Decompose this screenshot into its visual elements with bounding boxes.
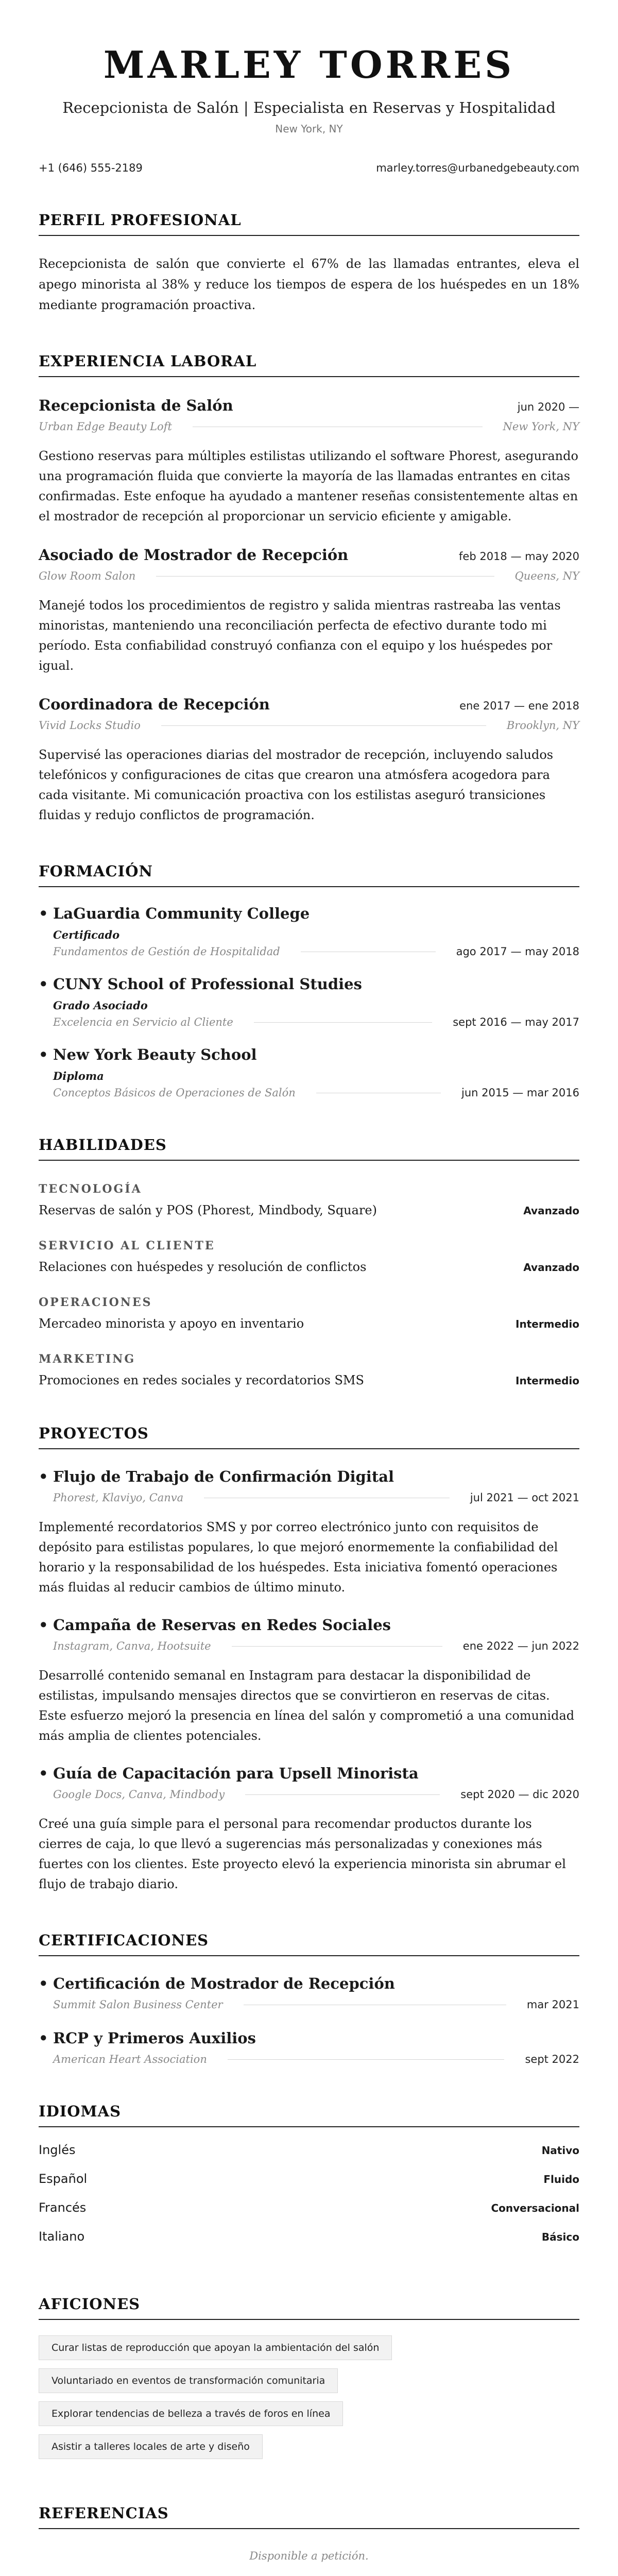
project-description: Desarrollé contenido semanal en Instagram para destacar la disponibilidad de estilistas, impulsando mensajes directos que se convirtieron en reservas de citas. Este esfuerzo mejoró la presencia en línea del salón y comprometió a una comunidad más amplia de clientes potenciales.: [39, 1668, 575, 1743]
education-entry: [39, 1046, 579, 1099]
job-description: Gestiono reservas para múltiples estilistas utilizando el software Phorest, asegurando una programación fluida que convierte la mayoría de las llamadas entrantes en citas confirmadas. Este enfoque ha ayudado a mantener reseñas consistentemente altas en el mostrador de recepción al proporcionar un servicio eficiente y amigable.: [39, 449, 578, 523]
leader-line: [245, 1794, 440, 1795]
language-level: Básico: [541, 2231, 579, 2243]
skill-category: OPERACIONES: [39, 1296, 152, 1309]
job-location: Brooklyn, NY: [506, 719, 579, 732]
job-date: ene 2017 — ene 2018: [459, 700, 579, 712]
project-entry: [39, 1765, 579, 1894]
hobby-tag: Explorar tendencias de belleza a través de foros en línea: [39, 2401, 343, 2426]
certification-title: • RCP y Primeros Auxilios: [39, 2029, 579, 2047]
project-tools: Phorest, Klaviyo, Canva: [53, 1492, 184, 1504]
hobby-tag: Voluntariado en eventos de transformación comunitaria: [39, 2368, 338, 2393]
skill-group: [39, 1182, 579, 1217]
section-title: PERFIL PROFESIONAL: [39, 211, 579, 236]
skill-name: Relaciones con huéspedes y resolución de conflictos: [39, 1260, 367, 1274]
job-title: Recepcionista de Salón: [39, 397, 233, 414]
headline: Recepcionista de Salón | Especialista en Reservas y Hospitalidad: [62, 99, 556, 116]
project-date: ene 2022 — jun 2022: [462, 1640, 579, 1652]
language-name: Italiano: [39, 2229, 85, 2244]
hobby-tag: Asistir a talleres locales de arte y diseño: [39, 2434, 263, 2459]
field-of-study: Fundamentos de Gestión de Hospitalidad: [53, 945, 280, 958]
degree: Diploma: [53, 1070, 104, 1082]
hobbies-section: [39, 2295, 579, 2467]
certification-entry: [39, 1975, 579, 2011]
leader-line: [161, 725, 486, 726]
skill-name: Promociones en redes sociales y recordatorios SMS: [39, 1373, 364, 1387]
certification-issuer: American Heart Association: [53, 2053, 207, 2065]
project-title: • Guía de Capacitación para Upsell Minorista: [39, 1765, 579, 1782]
project-tools: Instagram, Canva, Hootsuite: [53, 1640, 211, 1652]
education-date: jun 2015 — mar 2016: [461, 1087, 579, 1099]
project-title: • Flujo de Trabajo de Confirmación Digital: [39, 1468, 579, 1485]
job-entry: [39, 696, 579, 825]
skill-category: SERVICIO AL CLIENTE: [39, 1239, 215, 1252]
skills-section: [39, 1136, 579, 1387]
language-level: Fluido: [543, 2173, 579, 2185]
phone: +1 (646) 555-2189: [39, 162, 143, 174]
language-name: Español: [39, 2172, 88, 2186]
school-name: • New York Beauty School: [39, 1046, 579, 1063]
project-entry: [39, 1468, 579, 1598]
project-description: Creé una guía simple para el personal para recomendar productos durante los cierres de caja, lo que llevó a sugerencias más personalizadas y conexiones más fuertes con los clientes. Este proyecto elevó la experiencia minorista sin abrumar el flujo de trabajo diario.: [39, 1817, 566, 1891]
candidate-name: MARLEY TORRES: [103, 43, 515, 87]
references-section: [39, 2504, 579, 2562]
job-date: jun 2020 —: [517, 401, 579, 413]
certifications-section: [39, 1931, 579, 2065]
project-title: • Campaña de Reservas en Redes Sociales: [39, 1616, 579, 1634]
skill-level: Avanzado: [523, 1261, 579, 1274]
education-entry: [39, 905, 579, 958]
leader-line: [254, 1022, 432, 1023]
experience-section: [39, 352, 579, 825]
location: New York, NY: [275, 123, 343, 135]
references-note: Disponible a petición.: [249, 2550, 369, 2562]
projects-section: [39, 1425, 579, 1894]
section-title: EXPERIENCIA LABORAL: [39, 352, 579, 377]
language-level: Conversacional: [491, 2202, 579, 2214]
skill-group: [39, 1352, 579, 1387]
skill-category: TECNOLOGÍA: [39, 1182, 142, 1196]
language-row: [39, 2143, 579, 2172]
education-section: [39, 862, 579, 1099]
skill-group: [39, 1239, 579, 1274]
section-title: HABILIDADES: [39, 1136, 579, 1161]
education-date: ago 2017 — may 2018: [456, 945, 579, 958]
certification-issuer: Summit Salon Business Center: [53, 1998, 223, 2011]
degree: Grado Asociado: [53, 999, 148, 1012]
contact-row: [39, 162, 579, 174]
certification-date: sept 2022: [525, 2053, 579, 2065]
project-date: sept 2020 — dic 2020: [460, 1788, 579, 1801]
language-row: [39, 2172, 579, 2200]
profile-summary: Recepcionista de salón que convierte el 67% de las llamadas entrantes, eleva el apego minorista al 38% y reduce los tiempos de espera de los huéspedes en un 18% mediante programación proactiva.: [39, 257, 579, 312]
hobby-list: [39, 2335, 579, 2467]
job-location: Queens, NY: [514, 570, 579, 582]
email-link[interactable]: marley.torres@urbanedgebeauty.com: [376, 162, 579, 174]
job-title: Coordinadora de Recepción: [39, 696, 270, 713]
certification-title: • Certificación de Mostrador de Recepción: [39, 1975, 579, 1992]
project-description: Implementé recordatorios SMS y por correo electrónico junto con requisitos de depósito para estilistas populares, lo que mejoró enormemente la confiabilidad del horario y la responsabilidad de los huéspedes. Esta iniciativa fomentó operaciones más fluidas al reducir cambios de último minuto.: [39, 1520, 558, 1595]
leader-line: [228, 2059, 505, 2060]
job-location: New York, NY: [503, 420, 579, 433]
certification-date: mar 2021: [526, 1998, 579, 2011]
school-name: • LaGuardia Community College: [39, 905, 579, 922]
job-entry: [39, 397, 579, 527]
skill-group: [39, 1296, 579, 1331]
job-description: Supervisé las operaciones diarias del mostrador de recepción, incluyendo saludos telefónicos y configuraciones de citas que crearon una atmósfera acogedora para cada visitante. Mi comunicación proactiva con los estilistas aseguró transiciones fluidas y redujo conflictos de programación.: [39, 748, 554, 822]
field-of-study: Excelencia en Servicio al Cliente: [53, 1016, 233, 1028]
language-name: Inglés: [39, 2143, 76, 2157]
language-row: [39, 2200, 579, 2229]
section-title: PROYECTOS: [39, 1425, 579, 1449]
section-title: AFICIONES: [39, 2295, 579, 2320]
languages-section: [39, 2103, 579, 2258]
leader-line: [232, 1646, 442, 1647]
education-entry: [39, 975, 579, 1028]
section-title: REFERENCIAS: [39, 2504, 579, 2529]
project-tools: Google Docs, Canva, Mindbody: [53, 1788, 225, 1801]
language-level: Nativo: [541, 2144, 579, 2157]
company: Urban Edge Beauty Loft: [39, 420, 172, 433]
section-title: IDIOMAS: [39, 2103, 579, 2127]
language-row: [39, 2229, 579, 2258]
education-date: sept 2016 — may 2017: [453, 1016, 579, 1028]
project-entry: [39, 1616, 579, 1746]
skill-level: Intermedio: [516, 1318, 579, 1330]
job-description: Manejé todos los procedimientos de registro y salida mientras rastreaba las ventas minoristas, manteniendo una reconciliación perfecta de efectivo durante todo mi período. Esta confiabilidad construyó confianza con el equipo y los huéspedes por igual.: [39, 598, 561, 673]
job-title: Asociado de Mostrador de Recepción: [39, 546, 349, 564]
skill-level: Avanzado: [523, 1205, 579, 1217]
language-list: [39, 2143, 579, 2258]
degree: Certificado: [53, 928, 120, 941]
section-title: CERTIFICACIONES: [39, 1931, 579, 1956]
job-date: feb 2018 — may 2020: [459, 550, 579, 563]
skill-level: Intermedio: [516, 1375, 579, 1387]
language-name: Francés: [39, 2200, 87, 2215]
field-of-study: Conceptos Básicos de Operaciones de Salón: [53, 1087, 296, 1099]
certification-entry: [39, 2029, 579, 2065]
project-date: jul 2021 — oct 2021: [470, 1492, 579, 1504]
skill-name: Mercadeo minorista y apoyo en inventario: [39, 1316, 304, 1331]
section-title: FORMACIÓN: [39, 862, 579, 887]
leader-line: [156, 576, 494, 577]
skill-name: Reservas de salón y POS (Phorest, Mindbody, Square): [39, 1203, 377, 1217]
profile-section: [39, 211, 579, 315]
skill-category: MARKETING: [39, 1352, 136, 1366]
job-entry: [39, 546, 579, 676]
company: Vivid Locks Studio: [39, 719, 141, 732]
hobby-tag: Curar listas de reproducción que apoyan la ambientación del salón: [39, 2335, 392, 2360]
company: Glow Room Salon: [39, 570, 136, 582]
school-name: • CUNY School of Professional Studies: [39, 975, 579, 993]
